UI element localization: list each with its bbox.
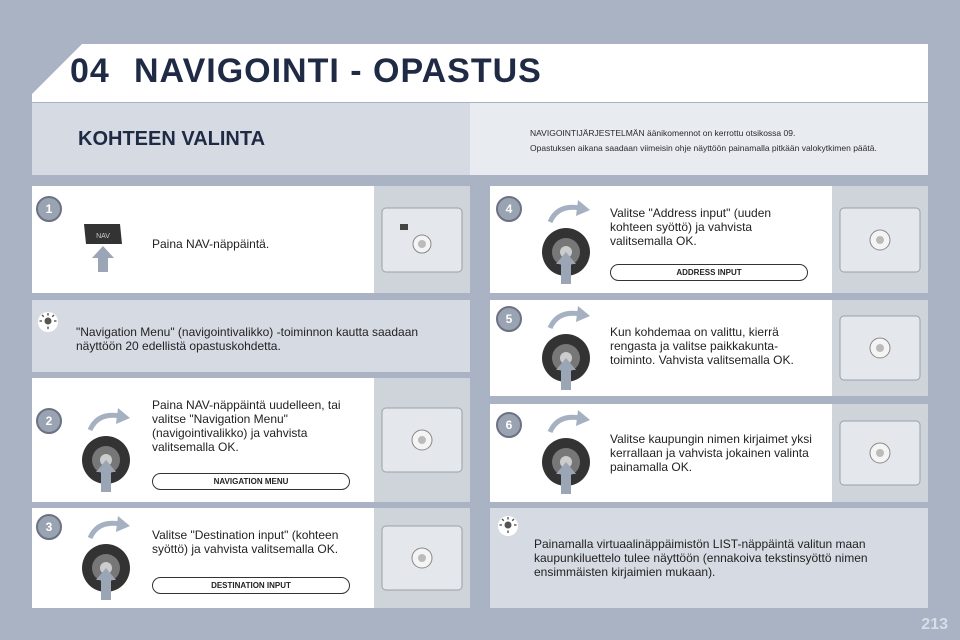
section-title: KOHTEEN VALINTA xyxy=(78,128,266,150)
page-number: 213 xyxy=(921,616,948,633)
navigation-menu-pill[interactable]: NAVIGATION MENU xyxy=(152,473,350,490)
destination-input-pill[interactable]: DESTINATION INPUT xyxy=(152,577,350,594)
step-1-number: 1 xyxy=(36,196,62,222)
rotary-knob-icon[interactable] xyxy=(538,410,600,494)
step-4-device-photo xyxy=(832,186,928,293)
step-2-text: Paina NAV-näppäintä uudelleen, tai valitse "Navigation Menu" (navigointivalikko) ja vahvista valitsemalla OK. xyxy=(152,398,341,454)
rotary-knob-icon[interactable] xyxy=(538,200,600,284)
step-3-text: Valitse "Destination input" (kohteen syöttö) ja vahvista valitsemalla OK. xyxy=(152,528,339,556)
step-2-device-photo xyxy=(374,378,470,502)
radio-panel-icon xyxy=(832,404,928,502)
address-input-pill[interactable]: ADDRESS INPUT xyxy=(610,264,808,281)
lightbulb-icon xyxy=(36,310,60,334)
step-6-device-photo xyxy=(832,404,928,502)
tip-2-text: Painamalla virtuaalinäppäimistön LIST-näppäintä valitun maan kaupunkiluettelo tulee näyttöön (ennakoiva tekstinsyöttö nimen ensimmäisten kirjaimien mukaan). xyxy=(534,537,868,579)
section-note-line-2: Opastuksen aikana saadaan viimeisin ohje näyttöön painamalla pitkään valokytkimen päätä. xyxy=(530,143,877,153)
nav-key-label: NAV xyxy=(96,233,110,240)
radio-panel-icon xyxy=(374,378,470,502)
step-4-text: Valitse "Address input" (uuden kohteen syöttö) ja vahvista valitsemalla OK. xyxy=(610,206,772,248)
chapter-title: NAVIGOINTI - OPASTUS xyxy=(134,52,542,90)
section-note xyxy=(530,126,925,156)
section-note-line-1: NAVIGOINTIJÄRJESTELMÄN äänikomennot on kerrottu otsikossa 09. xyxy=(530,128,796,138)
step-5-device-photo xyxy=(832,300,928,396)
nav-key-icon[interactable] xyxy=(78,214,128,274)
step-3-number: 3 xyxy=(36,514,62,540)
step-2-number: 2 xyxy=(36,408,62,434)
step-1-device-photo xyxy=(374,186,470,293)
chapter-number: 04 xyxy=(70,52,110,90)
lightbulb-icon xyxy=(496,514,520,538)
rotary-knob-icon[interactable] xyxy=(78,408,140,492)
step-1-text: Paina NAV-näppäintä. xyxy=(152,237,270,251)
radio-panel-icon xyxy=(374,186,470,293)
tip-1-text: "Navigation Menu" (navigointivalikko) -toiminnon kautta saadaan näyttöön 20 edellistä opastuskohdetta. xyxy=(76,325,419,353)
radio-panel-icon xyxy=(832,300,928,396)
step-5-number: 5 xyxy=(496,306,522,332)
radio-panel-icon xyxy=(374,508,470,608)
step-5-text: Kun kohdemaa on valittu, kierrä rengasta ja valitse paikkakunta-toiminto. Vahvista valitsemalla OK. xyxy=(610,325,794,367)
rotary-knob-icon[interactable] xyxy=(78,516,140,600)
step-3-device-photo xyxy=(374,508,470,608)
step-6-number: 6 xyxy=(496,412,522,438)
radio-panel-icon xyxy=(832,186,928,293)
rotary-knob-icon[interactable] xyxy=(538,306,600,390)
step-6-text: Valitse kaupungin nimen kirjaimet yksi kerrallaan ja vahvista jokainen valinta painamalla OK. xyxy=(610,432,812,474)
step-4-number: 4 xyxy=(496,196,522,222)
